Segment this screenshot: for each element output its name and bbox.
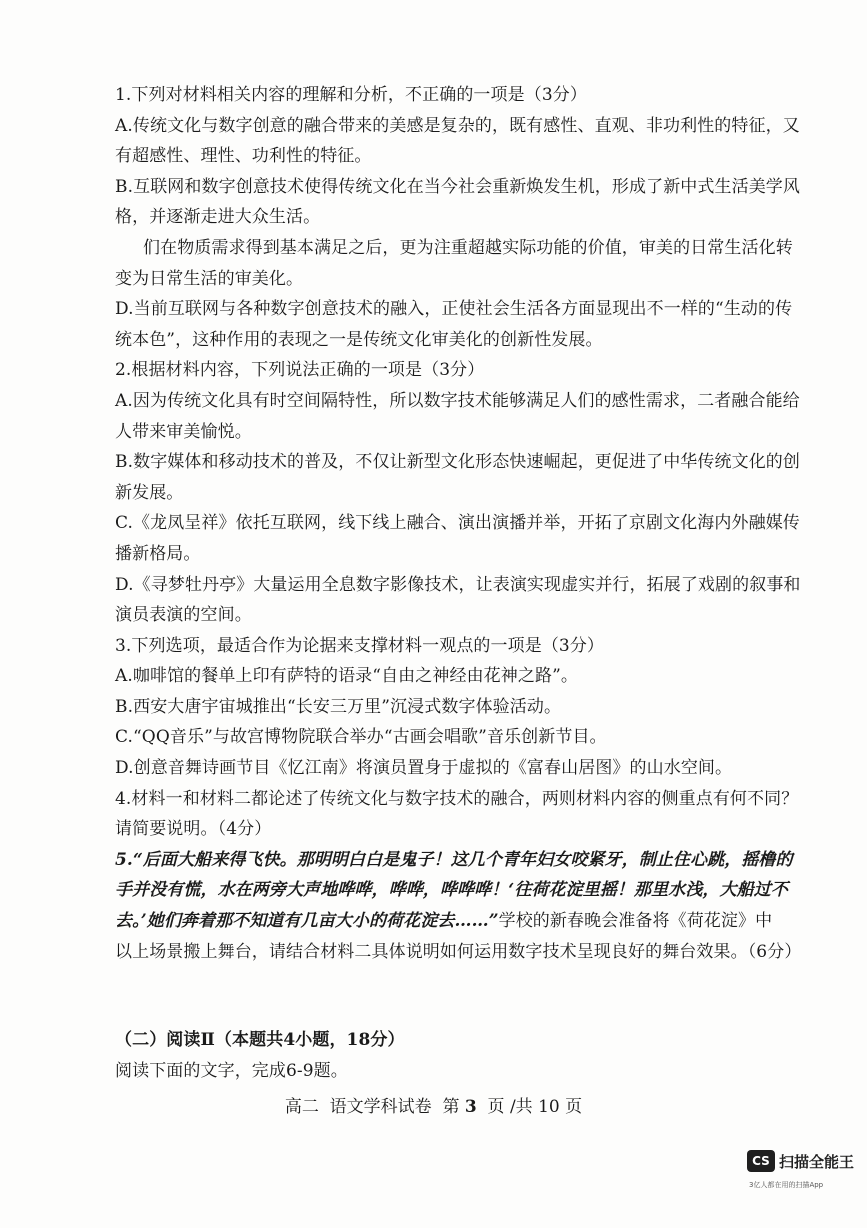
task-line-1: 学校的新春晚会准备将《荷花淀》中 xyxy=(498,911,773,932)
option-a-line-1: A.因为传统文化具有时空间隔特性，所以数字技术能够满足人们的感性需求，二者融合能给 xyxy=(115,390,800,411)
question-5 xyxy=(115,845,802,967)
section-instruction: 阅读下面的文字，完成6-9题。 xyxy=(115,1060,348,1081)
option-d-line-1: D.当前互联网与各种数字创意技术的融入，正使社会生活各方面显现出不一样的“生动的传 xyxy=(115,299,793,320)
option-b-line-2: 新发展。 xyxy=(115,482,184,503)
option-d-line-2: 统本色”，这种作用的表现之一是传统文化审美化的创新性发展。 xyxy=(115,329,603,350)
question-1 xyxy=(115,80,800,355)
option-b-line-2: 格，并逐渐走进大众生活。 xyxy=(115,207,321,228)
option-d: D.创意音舞诗画节目《忆江南》将演员置身于虚拟的《富春山居图》的山水空间。 xyxy=(115,758,733,779)
footer-suffix: 页 xyxy=(565,1097,583,1117)
question-3 xyxy=(115,631,795,784)
question-stem: 3.下列选项，最适合作为论据来支撑材料一观点的一项是（3分） xyxy=(115,635,605,656)
page-content xyxy=(115,80,802,1086)
quote-line-3-container xyxy=(115,906,795,937)
question-stem-line-1: 4.材料一和材料二都论述了传统文化与数字技术的融合，两则材料内容的侧重点有何不同？ xyxy=(115,788,799,809)
option-c-line-1: C.《龙凤呈祥》依托互联网，线下线上融合、演出演播并举，开拓了京剧文化海内外融媒传 xyxy=(115,513,800,534)
section-heading: （二）阅读Ⅱ（本题共4小题，18分） xyxy=(115,1030,405,1051)
page-footer xyxy=(0,1092,867,1117)
question-2 xyxy=(115,355,801,630)
option-c: C.“QQ音乐”与故宫博物院联合举办“古画会唱歌”音乐创新节目。 xyxy=(115,727,607,748)
option-c-line-2: 变为日常生活的审美化。 xyxy=(115,268,304,289)
camscanner-logo-icon: CS xyxy=(747,1150,775,1172)
option-a: A.咖啡馆的餐单上印有萨特的语录“自由之神经由花神之路”。 xyxy=(115,666,578,687)
option-b-line-1: B.互联网和数字创意技术使得传统文化在当今社会重新焕发生机，形成了新中式生活美学风 xyxy=(115,176,800,197)
option-c-line-1-container xyxy=(115,233,795,264)
section-gap xyxy=(115,967,795,1025)
option-b: B.西安大唐宇宙城推出“长安三万里”沉浸式数字体验活动。 xyxy=(115,696,562,717)
question-stem: 1.下列对材料相关内容的理解和分析，不正确的一项是（3分） xyxy=(115,85,587,105)
quote-line-3: 去。’她们奔着那不知道有几亩大小的荷花淀去……” xyxy=(115,911,499,932)
option-c-line-1: 们在物质需求得到基本满足之后，更为注重超越实际功能的价值，审美的日常生活化转 xyxy=(143,237,793,258)
option-d-line-2: 演员表演的空间。 xyxy=(115,605,252,626)
question-4 xyxy=(115,784,799,845)
footer-prefix: 高二 语文学科试卷 第 xyxy=(284,1097,460,1117)
option-a-line-2: 人带来审美愉悦。 xyxy=(115,421,252,442)
option-d-line-1: D.《寻梦牡丹亭》大量运用全息数字影像技术，让表演实现虚实并行，拓展了戏剧的叙事和 xyxy=(115,574,801,595)
scanner-watermark xyxy=(747,1150,855,1210)
footer-page-number: 3 xyxy=(464,1097,477,1117)
option-c-line-2: 播新格局。 xyxy=(115,543,201,564)
watermark-tagline: 3亿人都在用的扫描App xyxy=(749,1181,824,1189)
quote-line-1: 5.“后面大船来得飞快。那明明白白是鬼子！这几个青年妇女咬紧牙，制止住心跳，摇橹的 xyxy=(115,849,793,870)
footer-total-pages: 10 xyxy=(538,1097,560,1117)
quote-line-2: 手并没有慌，水在两旁大声地哗哗，哗哗，哗哗哗！‘往荷花淀里摇！那里水浅，大船过不 xyxy=(115,880,788,901)
option-b-line-1: B.数字媒体和移动技术的普及，不仅让新型文化形态快速崛起，更促进了中华传统文化的创 xyxy=(115,452,800,473)
option-a-line-2: 有超感性、理性、功利性的特征。 xyxy=(115,146,372,167)
task-line-2: 以上场景搬上舞台，请结合材料二具体说明如何运用数字技术呈现良好的舞台效果。（6分） xyxy=(115,941,802,962)
watermark-app-name: 扫描全能王 xyxy=(779,1153,855,1171)
option-a-line-1: A.传统文化与数字创意的融合带来的美感是复杂的，既有感性、直观、非功利性的特征，又 xyxy=(115,115,800,136)
question-stem: 2.根据材料内容，下列说法正确的一项是（3分） xyxy=(115,360,485,381)
section-2 xyxy=(115,1025,795,1086)
question-stem-line-2: 请简要说明。（4分） xyxy=(115,819,272,840)
footer-middle: 页 /共 xyxy=(487,1097,533,1117)
